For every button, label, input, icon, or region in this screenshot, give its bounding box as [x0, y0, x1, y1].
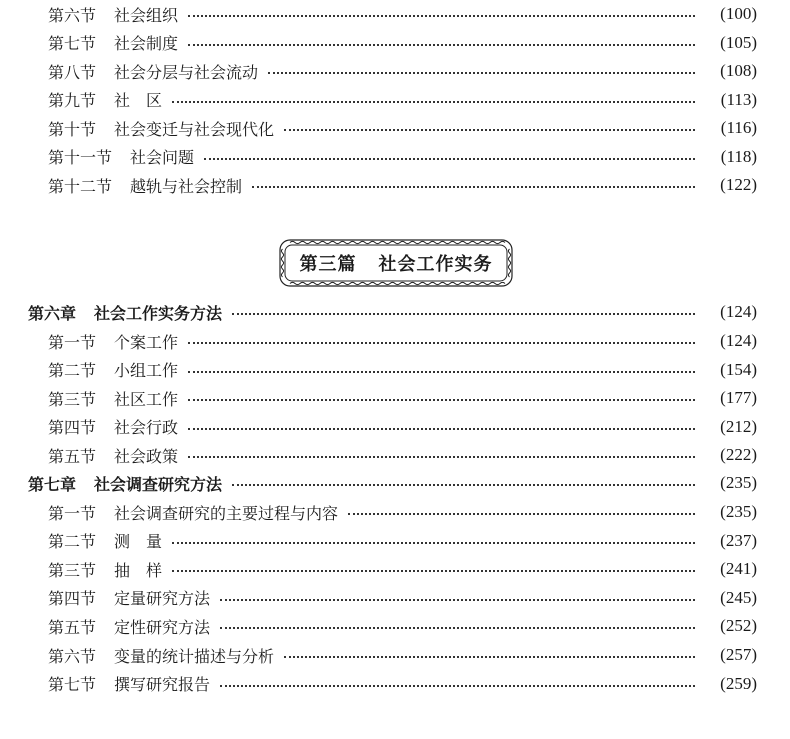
toc-entry-section — [0, 356, 790, 384]
section-title: 社会组织 — [114, 5, 179, 25]
section-number: 第五节 — [48, 617, 97, 637]
page-number: (241) — [720, 559, 757, 579]
page-number: (235) — [720, 473, 757, 492]
page-number: (237) — [720, 530, 757, 550]
section-title: 越轨与社会控制 — [130, 176, 243, 196]
dot-leader — [268, 72, 695, 74]
section-title: 变量的统计描述与分析 — [114, 646, 275, 666]
dot-leader — [220, 627, 695, 629]
section-title: 定量研究方法 — [114, 589, 211, 609]
dot-leader — [204, 158, 695, 160]
section-title: 社会调查研究的主要过程与内容 — [114, 503, 339, 523]
page-number: (245) — [720, 587, 757, 607]
page-number: (116) — [720, 118, 757, 137]
toc-entry-section — [0, 641, 790, 669]
section-title: 社区工作 — [114, 389, 179, 409]
chapter-number: 第六章 — [28, 303, 77, 323]
part-title: 社会工作实务 — [378, 254, 493, 275]
section-number: 第一节 — [48, 332, 97, 352]
page-number: (124) — [720, 331, 757, 350]
section-title: 撰写研究报告 — [114, 675, 211, 695]
toc-entry-chapter — [0, 469, 790, 497]
toc-entry-section — [0, 527, 790, 555]
section-number: 第四节 — [48, 418, 97, 437]
dot-leader — [188, 399, 695, 401]
page-number: (235) — [720, 502, 757, 521]
section-number: 第十节 — [48, 119, 97, 139]
dot-leader — [188, 342, 695, 344]
page-number: (108) — [720, 61, 757, 80]
section-number: 第七节 — [48, 675, 97, 695]
section-number: 第一节 — [48, 503, 97, 523]
toc-entry-section — [0, 171, 790, 199]
toc-entry-section — [0, 327, 790, 355]
section-number: 第九节 — [48, 91, 97, 110]
page-number: (257) — [720, 645, 757, 664]
dot-leader — [172, 570, 695, 572]
dot-leader — [348, 513, 695, 515]
dot-leader — [232, 484, 695, 486]
section-number: 第三节 — [48, 560, 97, 580]
page-number: (212) — [720, 416, 757, 436]
section-title: 小组工作 — [114, 361, 179, 380]
page-number: (105) — [720, 32, 757, 52]
toc-entry-section — [0, 29, 790, 57]
chapter-title: 社会调查研究方法 — [94, 474, 223, 494]
toc-entry-section — [0, 555, 790, 583]
toc-entry-section — [0, 413, 790, 441]
dot-leader — [172, 101, 695, 103]
toc-entry-chapter — [0, 298, 790, 326]
section-number: 第八节 — [48, 62, 97, 82]
section-number: 第十一节 — [48, 148, 113, 167]
toc-entry-section — [0, 498, 790, 526]
section-title: 抽 样 — [114, 560, 163, 580]
chapter-title: 社会工作实务方法 — [94, 303, 223, 323]
dot-leader — [220, 599, 695, 601]
dot-leader — [220, 685, 695, 687]
section-title: 个案工作 — [114, 332, 179, 352]
dot-leader — [188, 428, 695, 430]
section-number: 第四节 — [48, 589, 97, 609]
dot-leader — [188, 371, 695, 373]
dot-leader — [188, 44, 695, 46]
section-number: 第二节 — [48, 361, 97, 380]
section-number: 第六节 — [48, 5, 97, 25]
page-number: (222) — [720, 445, 757, 464]
toc-entry-section — [0, 441, 790, 469]
toc-entry-section — [0, 612, 790, 640]
toc-entry-section — [0, 57, 790, 85]
section-title: 社会分层与社会流动 — [114, 62, 259, 82]
part-banner — [276, 236, 516, 290]
toc-entry-section — [0, 0, 790, 28]
section-title: 定性研究方法 — [114, 617, 211, 637]
section-title: 社会制度 — [114, 34, 179, 53]
section-title: 测 量 — [114, 532, 163, 552]
page-number: (124) — [720, 302, 757, 321]
toc-entry-section — [0, 114, 790, 142]
page-number: (177) — [720, 388, 757, 407]
dot-leader — [172, 542, 695, 544]
dot-leader — [252, 186, 695, 188]
dot-leader — [284, 129, 695, 131]
section-number: 第十二节 — [48, 176, 113, 196]
page-number: (252) — [720, 616, 757, 636]
section-title: 社会行政 — [114, 418, 179, 437]
section-title: 社会问题 — [130, 148, 195, 167]
toc-entry-section — [0, 143, 790, 171]
page-number: (100) — [720, 4, 757, 23]
page-number: (113) — [720, 89, 757, 109]
dot-leader — [284, 656, 695, 658]
toc-entry-section — [0, 384, 790, 412]
dot-leader — [188, 456, 695, 458]
page-number: (259) — [720, 673, 757, 693]
section-title: 社 区 — [114, 91, 163, 110]
dot-leader — [188, 15, 695, 17]
page-number: (118) — [720, 146, 757, 166]
toc-entry-section — [0, 670, 790, 698]
chapter-number: 第七章 — [28, 474, 77, 494]
part-number: 第三篇 — [299, 254, 357, 275]
section-number: 第七节 — [48, 34, 97, 53]
section-number: 第三节 — [48, 389, 97, 409]
toc-entry-section — [0, 86, 790, 114]
section-title: 社会政策 — [114, 446, 179, 466]
dot-leader — [232, 313, 695, 315]
page-number: (122) — [720, 175, 757, 194]
section-number: 第五节 — [48, 446, 97, 466]
section-number: 第六节 — [48, 646, 97, 666]
section-number: 第二节 — [48, 532, 97, 552]
section-title: 社会变迁与社会现代化 — [114, 119, 275, 139]
toc-entry-section — [0, 584, 790, 612]
page-number: (154) — [720, 359, 757, 379]
